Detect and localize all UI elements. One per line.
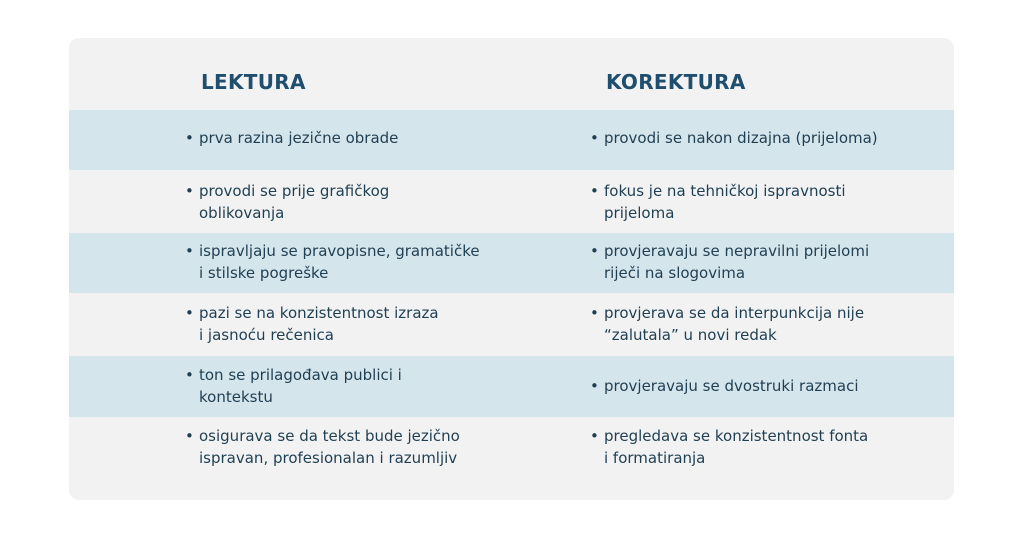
lektura-item (185, 425, 515, 469)
korektura-item-text: fokus je na tehničkoj ispravnosti prijeloma (604, 182, 846, 222)
korektura-item-text: provjerava se da interpunkcija nije “zalutala” u novi redak (604, 304, 865, 344)
bullet-icon: • (590, 129, 599, 147)
korektura-item (590, 240, 930, 284)
lektura-item (185, 240, 515, 284)
table-header (69, 38, 954, 110)
korektura-item-text: provjeravaju se dvostruki razmaci (604, 377, 859, 395)
bullet-icon: • (590, 377, 599, 395)
korektura-item (590, 127, 930, 149)
lektura-item-text: provodi se prije grafičkog oblikovanja (199, 182, 390, 222)
lektura-item (185, 127, 515, 149)
lektura-item (185, 364, 515, 408)
bullet-icon: • (590, 304, 599, 322)
lektura-item (185, 180, 515, 224)
bullet-icon: • (590, 427, 599, 445)
korektura-item-text: pregledava se konzistentnost fonta i formatiranja (604, 427, 869, 467)
bullet-icon: • (590, 182, 599, 200)
korektura-item-text: provjeravaju se nepravilni prijelomi riječi na slogovima (604, 242, 870, 282)
lektura-item-text: osigurava se da tekst bude jezično ispravan, profesionalan i razumljiv (199, 427, 460, 467)
korektura-item (590, 302, 930, 346)
korektura-item (590, 375, 930, 397)
table-row (69, 356, 954, 417)
lektura-item (185, 302, 515, 346)
table-row (69, 110, 954, 170)
korektura-item (590, 425, 930, 469)
table-row (69, 233, 954, 293)
korektura-item-text: provodi se nakon dizajna (prijeloma) (604, 129, 878, 147)
lektura-item-text: ton se prilagođava publici i kontekstu (199, 366, 402, 406)
lektura-item-text: prva razina jezične obrade (199, 129, 399, 147)
table-row (69, 417, 954, 500)
bullet-icon: • (590, 242, 599, 260)
comparison-table (69, 38, 954, 500)
table-row (69, 170, 954, 233)
bullet-icon: • (185, 427, 194, 445)
column-header-lektura: LEKTURA (201, 70, 306, 94)
bullet-icon: • (185, 129, 194, 147)
bullet-icon: • (185, 304, 194, 322)
bullet-icon: • (185, 242, 194, 260)
korektura-item (590, 180, 930, 224)
bullet-icon: • (185, 366, 194, 384)
column-header-korektura: KOREKTURA (606, 70, 746, 94)
lektura-item-text: ispravljaju se pravopisne, gramatičke i stilske pogreške (199, 242, 480, 282)
table-row (69, 293, 954, 356)
lektura-item-text: pazi se na konzistentnost izraza i jasnoću rečenica (199, 304, 439, 344)
bullet-icon: • (185, 182, 194, 200)
